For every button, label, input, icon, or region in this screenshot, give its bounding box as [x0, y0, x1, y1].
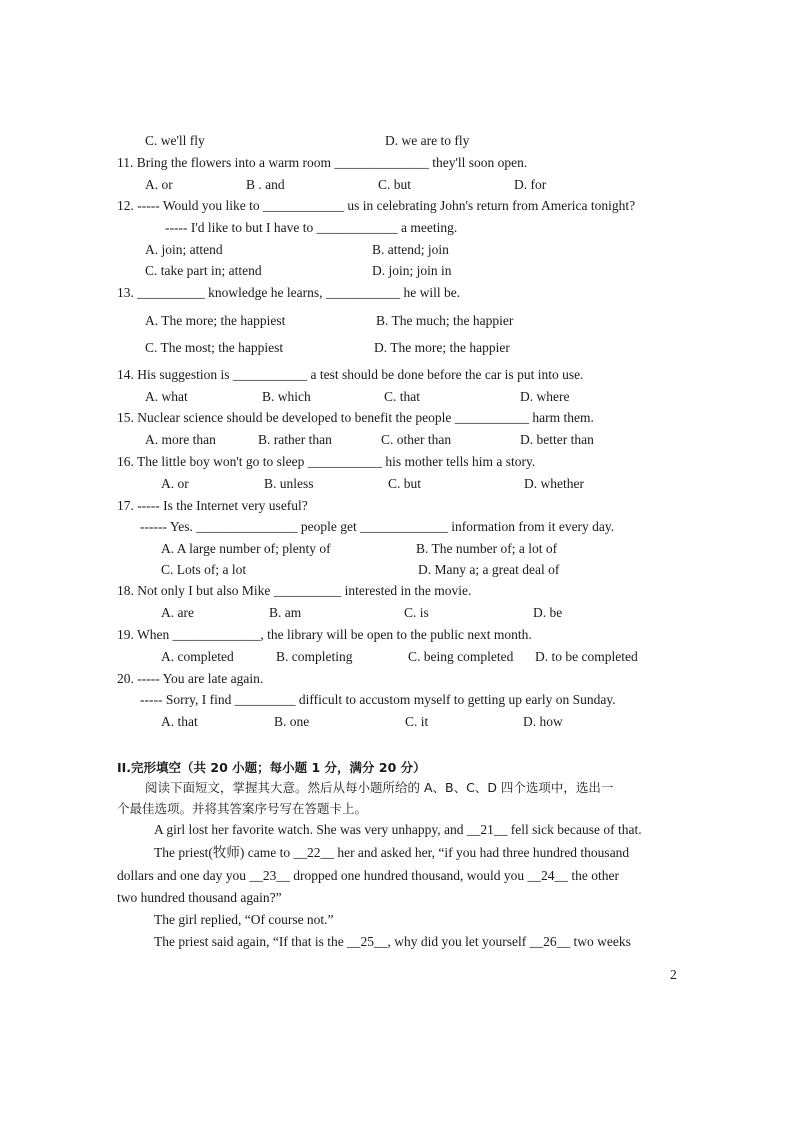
option-text: B. am — [269, 605, 302, 620]
passage-line: The priest(牧师) came to __22__ her and asked her, “if you had three hundred thousand — [154, 845, 630, 860]
option-text: D. whether — [524, 476, 584, 491]
question-line: ----- Sorry, I find _________ difficult to accustom myself to getting up early on Sunday. — [140, 692, 616, 707]
option-text: C. we'll fly — [145, 133, 205, 148]
option-text: B. which — [262, 389, 311, 404]
question-line: 13. __________ knowledge he learns, ___________ he will be. — [117, 285, 461, 300]
option-text: A. or — [161, 476, 189, 491]
option-text: A. that — [161, 714, 198, 729]
section-title: II.完形填空（共 20 小题；每小题 1 分，满分 20 分） — [117, 760, 426, 775]
option-text: C. it — [405, 714, 429, 729]
option-text: D. The more; the happier — [374, 340, 510, 355]
option-text: A. more than — [145, 432, 216, 447]
option-text: C. that — [384, 389, 420, 404]
option-text: B. attend; join — [372, 242, 449, 257]
question-line: 12. ----- Would you like to ____________ us in celebrating John's return from America tonight? — [117, 198, 636, 213]
question-line: 18. Not only I but also Mike __________ interested in the movie. — [117, 583, 472, 598]
option-text: D. to be completed — [535, 649, 638, 664]
option-text: A. join; attend — [145, 242, 223, 257]
option-text: A. are — [161, 605, 194, 620]
option-text: D. we are to fly — [385, 133, 470, 148]
option-text: A. or — [145, 177, 173, 192]
option-text: A. completed — [161, 649, 234, 664]
passage-line: The girl replied, “Of course not.” — [154, 912, 334, 927]
option-text: B. The much; the happier — [376, 313, 514, 328]
option-text: C. is — [404, 605, 429, 620]
option-text: C. The most; the happiest — [145, 340, 284, 355]
option-text: D. where — [520, 389, 570, 404]
passage-line: A girl lost her favorite watch. She was very unhappy, and __21__ fell sick because of that. — [154, 822, 642, 837]
section-instruction-cont: 个最佳选项。并将其答案序号写在答题卡上。 — [117, 801, 368, 816]
option-text: D. Many a; a great deal of — [418, 562, 560, 577]
section-instruction: 阅读下面短文，掌握其大意。然后从每小题所给的 A、B、C、D 四个选项中，选出一 — [145, 780, 614, 795]
option-text: D. for — [514, 177, 547, 192]
question-line: 19. When _____________, the library will be open to the public next month. — [117, 627, 532, 642]
question-line: ------ Yes. _______________ people get _____________ information from it every day. — [140, 519, 615, 534]
option-text: B. unless — [264, 476, 314, 491]
question-line: ----- I'd like to but I have to ____________ a meeting. — [165, 220, 458, 235]
option-text: D. join; join in — [372, 263, 452, 278]
option-text: C. but — [378, 177, 412, 192]
option-text: D. how — [523, 714, 563, 729]
passage-line: The priest said again, “If that is the __25__, why did you let yourself __26__ two weeks — [154, 934, 631, 949]
question-line: 15. Nuclear science should be developed to benefit the people ___________ harm them. — [117, 410, 594, 425]
option-text: D. be — [533, 605, 563, 620]
option-text: A. A large number of; plenty of — [161, 541, 331, 556]
option-text: C. Lots of; a lot — [161, 562, 247, 577]
option-text: C. being completed — [408, 649, 514, 664]
option-text: A. The more; the happiest — [145, 313, 286, 328]
option-text: B. one — [274, 714, 310, 729]
option-text: B . and — [246, 177, 285, 192]
page-number: 2 — [670, 967, 677, 982]
passage-line: dollars and one day you __23__ dropped one hundred thousand, would you __24__ the other — [117, 868, 620, 883]
question-line: 17. ----- Is the Internet very useful? — [117, 498, 308, 513]
option-text: B. completing — [276, 649, 353, 664]
option-text: B. rather than — [258, 432, 332, 447]
question-line: 20. ----- You are late again. — [117, 671, 264, 686]
option-text: C. but — [388, 476, 422, 491]
option-text: C. other than — [381, 432, 452, 447]
option-text: D. better than — [520, 432, 594, 447]
question-line: 11. Bring the flowers into a warm room ______________ they'll soon open. — [117, 155, 528, 170]
option-text: B. The number of; a lot of — [416, 541, 558, 556]
question-line: 16. The little boy won't go to sleep ___________ his mother tells him a story. — [117, 454, 536, 469]
question-line: 14. His suggestion is ___________ a test should be done before the car is put into use. — [117, 367, 584, 382]
passage-line: two hundred thousand again?” — [117, 890, 282, 905]
option-text: C. take part in; attend — [145, 263, 262, 278]
option-text: A. what — [145, 389, 188, 404]
